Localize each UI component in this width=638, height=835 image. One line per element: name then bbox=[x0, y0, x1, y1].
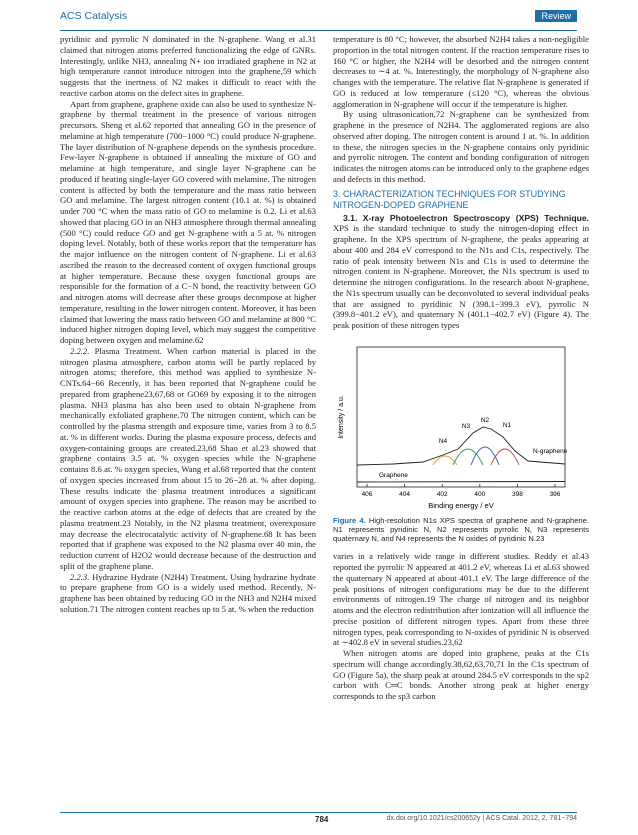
footer-rule bbox=[60, 812, 577, 813]
page-number: 784 bbox=[315, 815, 329, 824]
y-axis-label: Intensity / a.u. bbox=[338, 394, 345, 439]
x-tick-label: 400 bbox=[474, 490, 486, 498]
curve-label-graphene: Graphene bbox=[379, 471, 408, 479]
x-tick-label: 402 bbox=[436, 490, 448, 498]
xps-chart bbox=[333, 337, 589, 512]
paragraph: varies in a relatively wide range in different studies. Reddy et al.43 reported the pyrrolic N appeared at 401.2 eV, whereas Li et al.63 showed the quaternary N appeared at about 401.1 eV. The large difference of the peak positions of nitrogen configurations may be due to the different environments of nitrogen.19 The charge of nitrogen and its neighbor atoms and the electron redistribution after ionization will all influence the precise position of different nitrogen types. Apart from these three nitrogen types, peak corresponding to N-oxides of pyridinic N is observed at ∼402.8 eV in several studies.23,62 bbox=[333, 551, 589, 648]
x-tick-label: 404 bbox=[399, 490, 411, 498]
subsection-number: 2.2.2. bbox=[70, 345, 90, 356]
article-type-badge: Review bbox=[535, 10, 577, 22]
paragraph-text: XPS is the standard technique to study the nitrogen-doping effect in graphene. In the XPS spectrum of N-graphene, the peaks appearing at about 400 and 284 eV correspond to the N1s and C1s, respectively. The ratio of peak intensity between N1s and C1s is used to determine the nitrogen content in N-graphene. Moreover, the N1s spectrum is used to determine the nitrogen configurations. In the research about N-graphene, the N1s spectrum usually can be deconvoluted to several individual peaks that are assigned to pyridinic N (398.1−399.3 eV), pyrrolic N (399.8−401.2 eV), and quaternary N (401.1−402.7 eV) (Figure 4). The peak position of these nitrogen types bbox=[333, 223, 589, 330]
right-column bbox=[333, 34, 589, 702]
subsection-title: X-ray Photoelectron Spectroscopy (XPS) Technique. bbox=[362, 212, 589, 223]
section-heading: 3. CHARACTERIZATION TECHNIQUES FOR STUDYING NITROGEN-DOPED GRAPHENE bbox=[333, 188, 566, 210]
doi-link[interactable]: dx.doi.org/10.1021/cs200652y | ACS Catal. 2012, 2, 781−794 bbox=[386, 815, 577, 822]
peak-label-n1: N1 bbox=[502, 421, 512, 429]
left-column bbox=[60, 34, 316, 615]
figure-label: Figure 4. bbox=[333, 515, 366, 525]
xps-figure bbox=[333, 337, 589, 512]
peak-label-n4: N4 bbox=[438, 437, 448, 445]
paragraph-hydrazine bbox=[60, 572, 316, 615]
paragraph-text: Plasma Treatment. When carbon material is placed in the nitrogen plasma atmosphere, carbon atoms will be partly replaced by nitrogen atoms; therefore, this method was applied to synthesize N-CNTs.64−66 Recently, it has been reported that N-graphene could be prepared from graphene23,67,68 or GO69 by exposing it to the nitrogen plasma. NH3 plasma has also been used to obtain N-graphene from mechanically exfoliated graphene.70 The nitrogen content, which can be controlled by the plasma strength and exposure time, varies from 3 to 8.5 at. % in different works. During the plasma exposure process, defects and oxygen-containing groups are created.23,68 Shao et al.23 showed that graphene contains 3.5 at. % oxygen species while the N-graphene contains 8.6 at. % oxygen species, Wang et al.68 reported that the content of oxygen species increased from about 15 to 26−28 at. % after doping. These results indicate the plasma treatment introduces a significant amount of oxygen species into graphene. The reason may be ascribed to the reactive carbon atoms at the edge of defects that are created by the plasma treatment.23 Notably, in the N2 plasma treatment, overexposure may decrease the electrocatalytic activity of N-graphene.68 It has been reported that if graphene was exposed to the N2 plasma over 40 min, the reduction current of H2O2 would decrease because of the destruction and split of the graphene plane. bbox=[60, 345, 316, 571]
paragraph-text: Hydrazine Hydrate (N2H4) Treatment. Using hydrazine hydrate to prepare graphene from GO is a widely used method. Recently, N-graphene has been obtained by reducing GO in the NH3 and N2H4 mixed solution.71 The nitrogen content reaches up to 5 at. % when the reduction bbox=[60, 571, 316, 614]
curve-label-n-graphene: N-graphene bbox=[533, 447, 568, 455]
journal-name: ACS Catalysis bbox=[60, 10, 128, 22]
graphene-curve bbox=[357, 481, 565, 482]
x-tick-label: 406 bbox=[361, 490, 373, 498]
page-header bbox=[60, 10, 577, 28]
paragraph-plasma bbox=[60, 346, 316, 572]
paragraph: When nitrogen atoms are doped into graphene, peaks at the C1s spectrum will change accordingly.38,62,63,70,71 In the C1s spectrum of GO (Figure 5a), the sharp peak at around 284.5 eV corresponds to the sp2 carbon with C═C bonds. Another strong peak at higher energy corresponds to the sp3 carbon bbox=[333, 648, 589, 702]
subsection-number: 2.2.3. bbox=[70, 571, 90, 582]
figure-caption bbox=[333, 516, 589, 544]
x-axis-label: Binding energy / eV bbox=[428, 500, 494, 510]
x-tick-label: 396 bbox=[549, 490, 561, 498]
paragraph: By using ultrasonication,72 N-graphene can be synthesized from graphene in the presence of N2H4. The agglomerated regions are also observed after doping. The nitrogen content is around 1 at. %. In addition to these, the nitrogen species in the N-graphene contains only pyridinic and pyrrolic nitrogen. The content and bonding configuration of nitrogen indicates the nitrogen atoms can be introduced only to the graphene edges and defects in this method. bbox=[333, 109, 589, 184]
plot-frame bbox=[357, 347, 565, 487]
caption-text: High-resolution N1s XPS spectra of graphene and N-graphene. N1 represents pyridinic N, N2 represents pyrrolic N, N3 represents quaternary N, and N4 represents the N oxides of pyridinic N.23 bbox=[333, 515, 589, 544]
header-rule bbox=[60, 30, 577, 31]
peak-label-n2: N2 bbox=[480, 416, 490, 424]
paragraph: temperature is 80 °C; however, the absorbed N2H4 takes a non-negligible proportion in the total nitrogen content. If the reaction temperature rises to 160 °C or higher, the N2H4 will be desorbed and the nitrogen content decreases to ∼4 at. %. Interestingly, the morphology of N-graphene also changes with the temperature. The relative flat N-graphene is generated if GO is reduced at low temperature (≤120 °C), whereas the obvious agglomeration in N-graphene will occur if the temperature is higher. bbox=[333, 34, 589, 109]
paragraph: pyridinic and pyrrolic N dominated in the N-graphene. Wang et al.31 claimed that nitrogen atoms preferred functionalizing the edge of GNRs. Interestingly, unlike NH3, annealing N+ ion irradiated graphene in N2 at high temperature cannot introduce nitrogen into the graphene,59 which suggests that the inertness of N2 makes it difficult to react with the reactive carbon atoms on the defect sites in graphene. bbox=[60, 34, 316, 98]
peak-label-n3: N3 bbox=[461, 422, 471, 430]
x-tick-label: 398 bbox=[511, 490, 523, 498]
subsection-number: 3.1. bbox=[343, 212, 358, 223]
subsection-paragraph bbox=[333, 213, 589, 331]
paragraph: Apart from graphene, graphene oxide can also be used to synthesize N-graphene by thermal treatment in the presence of various nitrogen precursors. Sheng et al.62 reported that annealing GO in the presence of melamine at high temperature (700−1000 °C) could produce N-graphene. The layer distribution of N-graphene depends on the synthesis procedure. Few-layer N-graphene is obtained if annealing the mixture of GO and melamine at high temperature, and single layer N-graphene can be produced if heating single-layer GO covered with melamine. The nitrogen content is affected by both the temperature and the mass ratio between GO and melamine. The largest nitrogen content (10.1 at. %) is obtained under 700 °C when the mass ratio of GO to melamine is 0.2. Li et al.63 showed that placing GO in an NH3 atmosphere through thermal annealing (500 °C) could reduce GO and get N-graphene with a 5 at. % nitrogen doping level. Notably, both of these works report that the temperature has the major influence on the nitrogen content of N-graphene. Li et al.63 ascribed the reason to the decreased content of oxygen functional groups at higher temperature. Because these oxygen functional groups are responsible for the formation of a C−N bond, the reactivity between GO and nitrogen atoms will decrease after these groups decompose at higher temperature, resulting in the lower nitrogen content. Moreover, it has been claimed that lowering the mass ratio between GO and melamine at 800 °C induced higher nitrogen doping level, which may suggest the competitive doping between oxygen and melamine.62 bbox=[60, 98, 316, 345]
